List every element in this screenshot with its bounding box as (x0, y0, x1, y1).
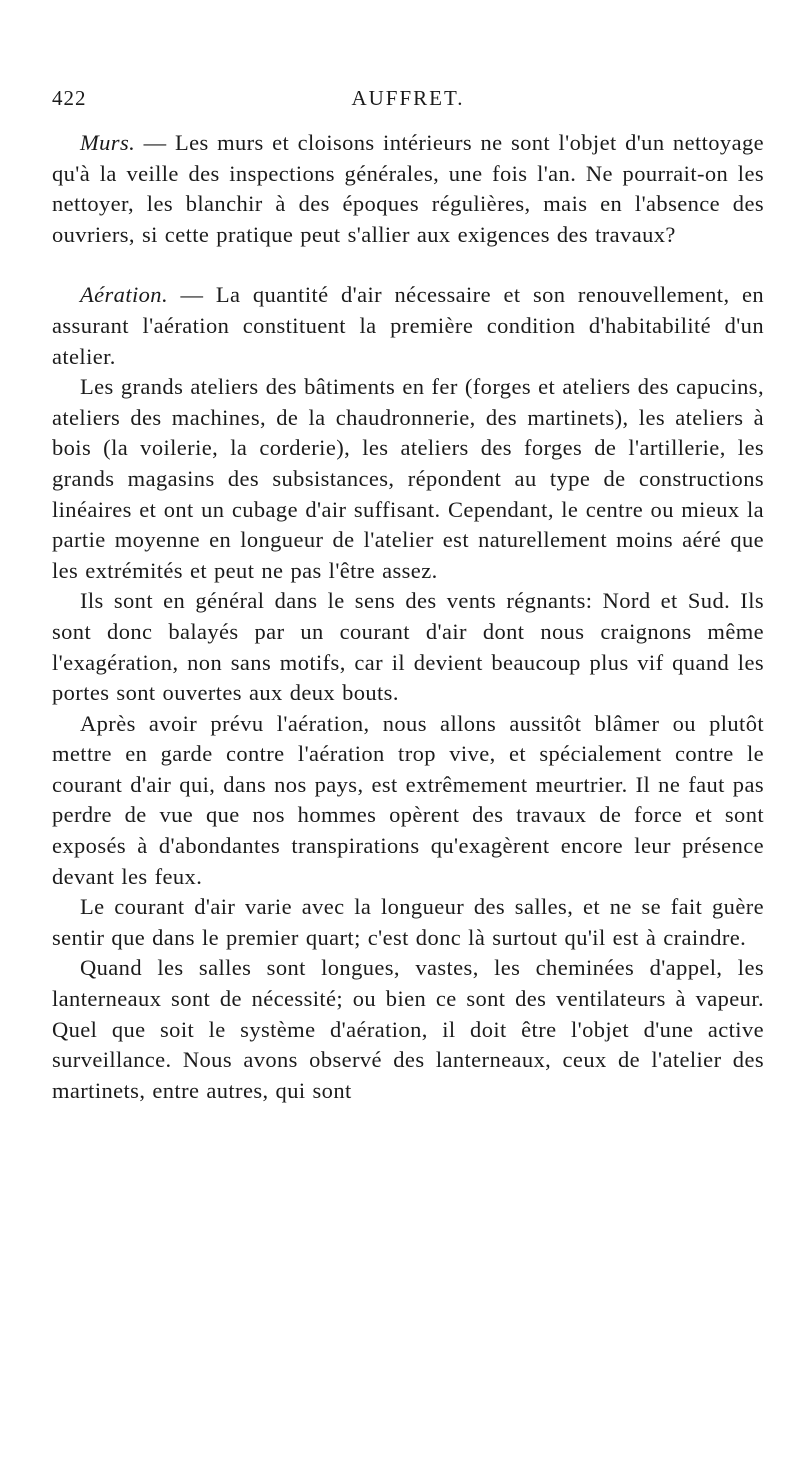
paragraph-text: — La quantité d'air nécessaire et son renouvellement, en assurant l'aération constituent la première condition d'habitabilité d'un atelier. (52, 282, 764, 369)
paragraph-text: Après avoir prévu l'aération, nous allons aussitôt blâmer ou plutôt mettre en garde contre l'aération trop vive, et spécialement contre le courant d'air qui, dans nos pays, est extrêmement meurtrier. Il ne faut pas perdre de vue que nos hommes opèrent des travaux de force et sont exposés à d'abondantes transpirations qu'exagèrent encore leur présence devant les feux. (52, 710, 764, 889)
paragraph-text: Le courant d'air varie avec la longueur des salles, et ne se fait guère sentir que dans le premier quart; c'est donc là surtout qu'il est à craindre. (52, 894, 764, 950)
paragraph-lanterneaux (52, 953, 764, 1106)
paragraph-aeration (52, 280, 764, 372)
paragraph-text: — Les murs et cloisons intérieurs ne sont l'objet d'un nettoyage qu'à la veille des inspections générales, une fois l'an. Ne pourrait-on les nettoyer, les blanchir à des époques régulières, mais en l'absence des ouvriers, si cette pratique peut s'allier aux exigences des travaux? (52, 130, 764, 247)
body-text (52, 128, 764, 1106)
paragraph-text: Les grands ateliers des bâtiments en fer (forges et ateliers des capucins, ateliers des machines, de la chaudronnerie, des martinets), les ateliers à bois (la voilerie, la corderie), les ateliers des forges de l'artillerie, les grands magasins des subsistances, répondent au type de constructions linéaires et ont un cubage d'air suffisant. Cependant, le centre ou mieux la partie moyenne en longueur de l'atelier est naturellement moins aéré que les extrémités et peut ne pas l'être assez. (52, 374, 764, 583)
runin-heading-aeration: Aération. (80, 282, 168, 308)
runin-heading-murs: Murs. (80, 130, 136, 155)
page-number: 422 (52, 86, 87, 110)
paragraph-vents (52, 586, 764, 708)
paragraph-grands-ateliers (52, 372, 764, 586)
paragraph-murs (52, 128, 764, 250)
paragraph-text: Ils sont en général dans le sens des vents régnants: Nord et Sud. Ils sont donc balayés par un courant d'air dont nous craignons même l'exagération, non sans motifs, car il devient beaucoup plus vif quand les portes sont ouvertes aux deux bouts. (52, 588, 764, 706)
paragraph-longueur-salles (52, 892, 764, 953)
running-head (52, 86, 764, 116)
paragraph-text: Quand les salles sont longues, vastes, les cheminées d'appel, les lanterneaux sont de nécessité; ou bien ce sont des ventilateurs à vapeur. Quel que soit le système d'aération, il doit être l'objet d'une active surveillance. Nous avons observé des lanterneaux, ceux de l'atelier des martinets, entre autres, qui sont (52, 955, 764, 1103)
running-title: AUFFRET. (351, 86, 465, 110)
paragraph-courant-air (52, 709, 764, 893)
